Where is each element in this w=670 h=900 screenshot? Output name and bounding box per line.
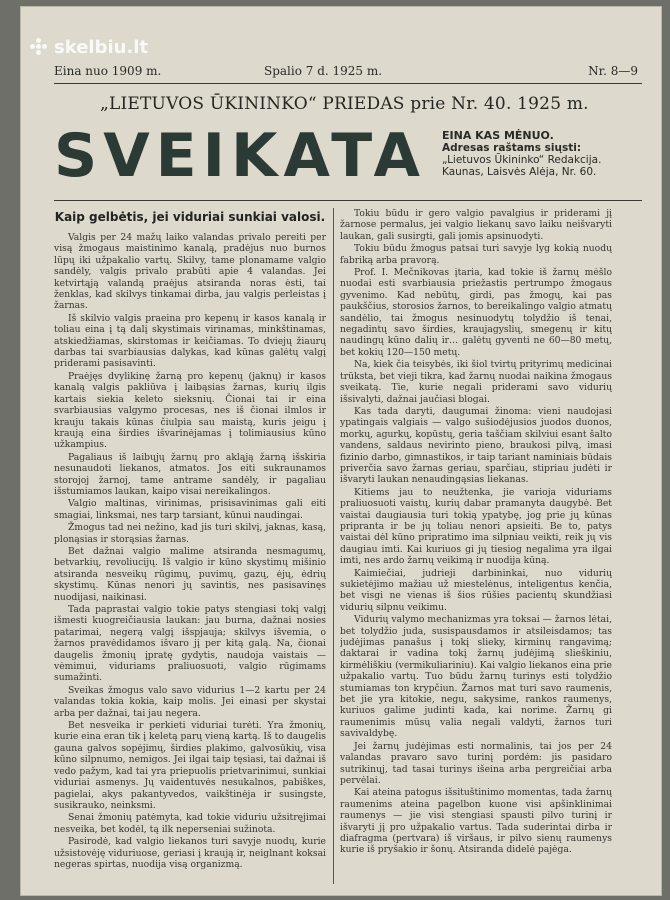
article-paragraph: Bet dažnai valgio malime atsiranda nesmagumų, betvarkių, revoliucijų. Iš valgio ir kūno skystimų mišinio atsiranda nesveikų rūgimų, puvimų, gazų, ėjų, ėdrių skystimų. Kūnas nenori jų savintis, nes pasisavinęs nuodijasi, naikinasi. xyxy=(54,545,326,603)
right-column-text xyxy=(340,208,612,856)
article-paragraph: Vidurių valymo mechanizmas yra toksai — žarnos lėtai, bet tolydžio juda, susispausdamos ir atsileisdamos; tas judėjimas panašus į tokį slieky, kirminų rangavimą; daktarai ir vadina tokį žarnų judėjimą slieškiniu, kirmėliškiu (vermikuliariniu). Kai valgio liekanos eina prie užpakalio vartų. Tuo būdu žarnų turinys esti tolydžio stumiamas ton krypčiun. Žarnos mat turi savo raumenis, bet jie yra kitokie, negu, sakysime, rankos raumenys, kuriuos galime judinti kada, kai norime. Žarnų gi raumenimis mūsų valia negali valdyti, žarnos turi savivaldybę. xyxy=(340,614,612,740)
article-paragraph: Senai žmonių patėmyta, kad tokie viduriu užsitręjimai nesveika, bet kodėl, tą ilk neperseniai sužinota. xyxy=(54,812,326,835)
watermark-text: skelbiu.lt xyxy=(54,36,149,58)
left-column-text xyxy=(54,232,326,870)
masthead-rule xyxy=(54,200,642,201)
flower-icon xyxy=(28,38,50,56)
article-heading: Kaip gelbėtis, jei viduriai sunkiai valosi. xyxy=(54,210,326,224)
article-paragraph: Bet nesveika ir perkieti viduriai turėti. Yra žmonių, kurie eina eran tik į keletą parų vieną kartą. Iš to daugelis gauna galvos sopėjimų, širdies plakimo, galvosūkių, visa kūno silpnumo, nemigos. Jei ilgai taip tęsiasi, tai dažnai iš vedo pažym, kad tai yra priepuolis prietvarinimui, sunkiai viduriai asmenys. Jų vaidentuvės nesukalnos, pabiškes, pagielai, akys pakantyvedos, vaikštinėja ir susingste, susikrauko, neinksmi. xyxy=(54,720,326,811)
issue-info-line xyxy=(54,64,638,80)
article-paragraph: Valgio maltinas, virinimas, prisisavinimas gali eiti smagiai, linksmai, nes tarp tarsiant, kūnui naudingai. xyxy=(54,498,326,521)
article-paragraph: Jei žarnų judėjimas esti normalinis, tai jos per 24 valandas pravaro savo turinį pordėm: jis pasidaro sutrikinųj, tad tasai turinys išeina arba pergreičiai arba pervėlai. xyxy=(340,740,612,786)
article-paragraph: Praėjęs dvylikinę žarną pro kepenų (jaknų) ir kasos kanalą valgis pakliūva į laibąsias žarnas, kurių ilgis kartais siekia keleto sieksnių. Čionai tai ir eina svarbiausias valgymo procesas, nes iš čionai ilmlos ir krauju takais kūnas čiulpia sau maistą, kuris jeigu į kraują eina širdies išvarinėjamas į tolimiausius kūno užkampius. xyxy=(54,370,326,451)
article-paragraph: Prof. I. Mečnikovas įtaria, kad tokie iš žarnų mėšlo nuodai esti svarbiausia priežastis pertrumpo žmogaus gyvenimo. Kad nebūtų, girdi, pas žmogų, kai pas paukščius, storosios žarnos, to bereikalingo valgio atmatų sandėlio, tai žmogus nesinuodytų tolydžio iš tenai, negadintų savo širdies, kraujagyslių, smegenų ir kitų naudingų kūno dalių ir… galėtų gyventi ne 60—80 metų, bet kokių 120—150 metų. xyxy=(340,267,612,358)
column-divider xyxy=(333,208,334,884)
masthead-title: SVEIKATA xyxy=(54,121,426,191)
article-columns xyxy=(54,208,644,888)
site-watermark xyxy=(28,36,188,58)
address-line-2: Kaunas, Laisvės Alėja, Nr. 60. xyxy=(442,166,597,178)
article-paragraph: Tokiu būdu žmogus patsai turi savyje lyg kokią nuodų fabriką arba pravorą. xyxy=(340,243,612,266)
article-paragraph: Tokiu būdu ir gero valgio pavalgius ir priderami jį žarnose permalus, jei valgio liekanų savo laiku neišvaryti laukan, gali susirgti, gali įomis apsinuodyti. xyxy=(340,208,612,242)
address-line-1: „Lietuvos Ūkininko“ Redakcija. xyxy=(442,154,602,166)
since-text: Eina nuo 1909 m. xyxy=(54,64,162,78)
publication-info xyxy=(442,130,652,178)
article-paragraph: Kitiems jau to neužtenka, jie varioja viduriams praliuosuoti vaistų, kurių dabar pramanyta daugybė. Bet vaistai daugiausia turi tokią ypatybę, jog prie jų kūnas pripranta ir be jų toliau nenori apsieiti. Be to, patys vaistai dėl kūno pripratimo ima silpniau veikti, reik jų vis daugiau imti. Kai kuriuos gi jų tiesiog negalima yra ilgai imti, nes ardo žarnų veikimą ir nuodija kūną. xyxy=(340,486,612,567)
right-column xyxy=(340,208,612,888)
article-paragraph: Kas tada daryti, daugumai žinoma: vieni naudojasi ypatingais valgiais — valgo sušiodėjusios juodos duonos, morkų, agurkų, kopūstų, geria taščiam skilviui esant šalto vandens, saldaus nevirinto pieno, braukosi pilvą, imasi fizinio darbo, gimnastikos, ir taip tariant naminiais būdais priverčia savo žarnas geriau, sparčiau, stipriau judėti ir išvaryti laukan nenaudingąsias liekanas. xyxy=(340,405,612,486)
supplement-subtitle: „LIETUVOS ŪKININKO“ PRIEDAS prie Nr. 40. 1925 m. xyxy=(100,94,589,114)
top-rule xyxy=(54,83,642,84)
article-paragraph: Tada paprastai valgio tokie patys stengiasi tokį valgį išmesti kuogreičiausia laukan: jau burna, dažnai nosies patarimai, negerą valgį išspjauja; skilvys išvemia, o žarnos pravėdidamos išvaro jį per kitą galą. Na, čionai daugelis žmonių įpratę gydytis, naudoja vaistais — vėmimui, viduriams praliuosuoti, valgio rūgimams sumažinti. xyxy=(54,604,326,684)
article-paragraph: Kai ateina patogus išsituštinimo momentas, tada žarnų raumenims ateina pagelbon kuone visi apšinklinimai raumenys — jie visi stengiasi spausti pilvo turinį ir išvaryti jį pro užpakalio vartus. Tada suderintai dirba ir diafragma (pertvara) iš viršaus, ir pilvo sienų raumenys kurie iš pryšakio ir šonų. Atsiranda didelė pajėga. xyxy=(340,787,612,856)
left-column xyxy=(54,208,326,888)
newspaper-page xyxy=(20,6,662,896)
article-paragraph: Iš skilvio valgis praeina pro kepenų ir kasos kanalą ir toliau eina į tą dalį skystimais virinamas, minkštinamas, atskiedžiamas, skirstomas ir keičiamas. To dviejų žiaurų darbas tai svarbiausias dalykas, kad kūnas galėtų valgį priderami pasisavinti. xyxy=(54,312,326,370)
frequency-text: EINA KAS MĖNUO. xyxy=(442,129,554,142)
article-paragraph: Na, kiek čia teisybės, iki šiol tvirtų prityrimų medicinai trūksta, bet vieji tikra, kad žarnų nuodai naikina žmogaus sveikatą. Tie, kurie negali priderami savo vidurių išsivalyti, dažnai jaučiasi blogai. xyxy=(340,359,612,405)
article-paragraph: Pagaliaus iš laibųjų žarnų pro akląją žarną išskiria nesunaudoti liekanos, atmatos. Jos eiti sukraunamos storojoj žarnoj, tame antrame sandėly, ir pagaliau išstumiamos laukan, kaipo visai nereikalingos. xyxy=(54,451,326,497)
article-paragraph: Pasirodė, kad valgio liekanos turi savyje nuodų, kurie užsistovėję viduriuose, geriasi į kraują ir, neiglnant koksai negeras spirtas, nuodija visą organizmą. xyxy=(54,836,326,870)
issue-number: Nr. 8—9 xyxy=(588,64,638,78)
article-paragraph: Žmogus tad nei nežino, kad jis turi skilvį, jaknas, kasą, plonąsias ir storąsias žarnas. xyxy=(54,522,326,545)
article-paragraph: Valgis per 24 mažų laiko valandas privalo pereiti per visą žmogaus maistinimo kanalą, pradėjus nuo burnos lūpų iki užpakalio vartų. Skilvy, tame plonamame valgio sandėly, valgis privalo prabūti apie 4 valandas. Jei ketvirtąją valandą praėjus atsiranda noras ėsti, tai ženklas, kad skilvys tinkamai dirba, jau valgis perleistas į žarnas. xyxy=(54,232,326,312)
article-paragraph: Sveikas žmogus valo savo vidurius 1—2 kartu per 24 valandas tokia kokia, kaip molis. Jei einasi per skystai arba per dažnai, tai jau negera. xyxy=(54,684,326,719)
issue-date: Spalio 7 d. 1925 m. xyxy=(264,64,383,78)
address-label: Adresas raštams siųsti: xyxy=(442,142,582,154)
article-paragraph: Kaimiečiai, judrieji darbininkai, nuo vidurių sukietėjimo mažiau už miestelėnus, inteligentus kenčia, bet visgi ne vienas iš šios rūšies pacientų skundžiasi vidurių silpnu veikimu. xyxy=(340,567,612,613)
